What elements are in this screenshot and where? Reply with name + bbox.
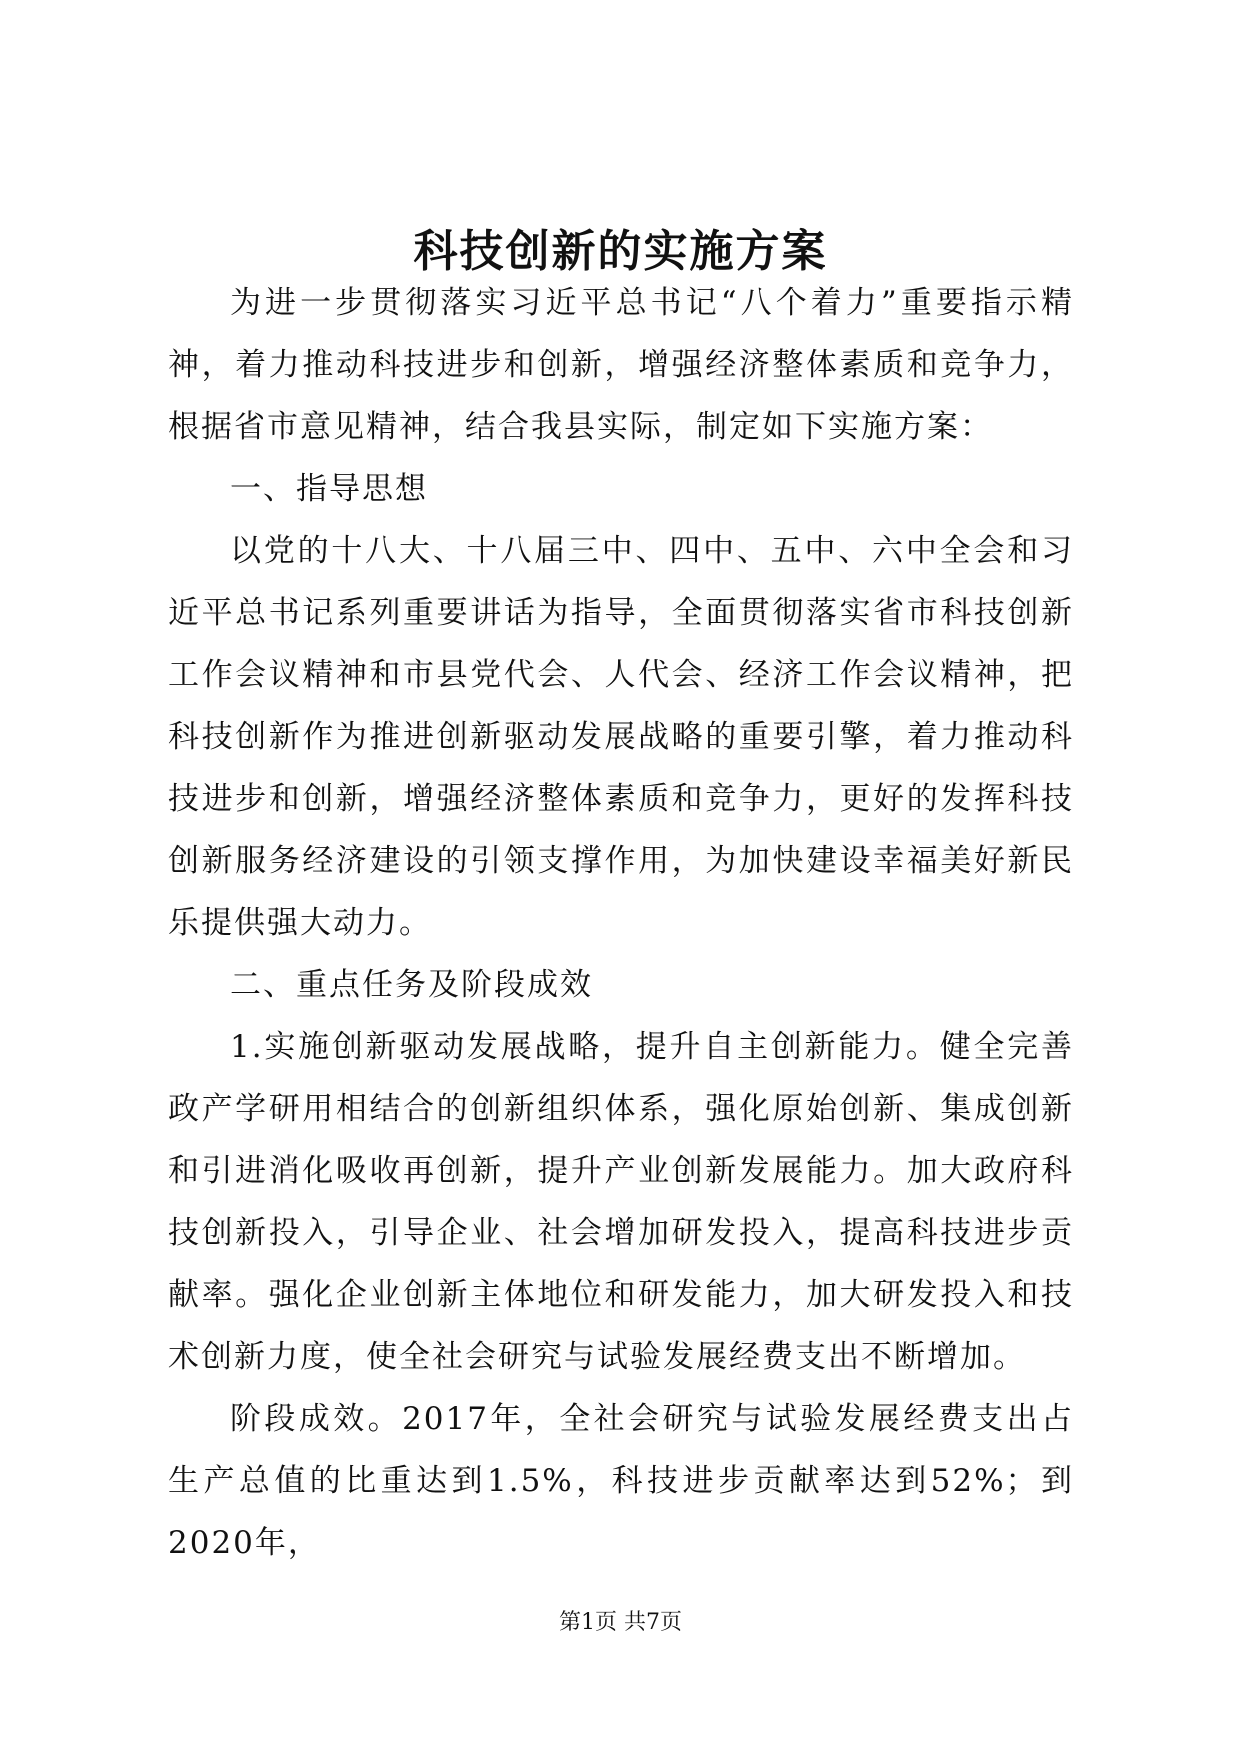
task-1-paragraph: 1.实施创新驱动发展战略，提升自主创新能力。健全完善政产学研用相结合的创新组织体系，强化原始创新、集成创新和引进消化吸收再创新，提升产业创新发展能力。加大政府科技创新投入，引导企业、社会增加研发投入，提高科技进步贡献率。强化企业创新主体地位和研发能力，加大研发投入和技术创新力度，使全社会研究与试验发展经费支出不断增加。 — [168, 1029, 1074, 1375]
stage-results-paragraph: 阶段成效。2017年，全社会研究与试验发展经费支出占生产总值的比重达到1.5%，科技进步贡献率达到52%；到2020年， — [168, 1401, 1074, 1561]
document-title: 科技创新的实施方案 — [413, 226, 828, 277]
intro-paragraph: 为进一步贯彻落实习近平总书记“八个着力”重要指示精神，着力推动科技进步和创新，增强经济整体素质和竞争力，根据省市意见精神，结合我县实际，制定如下实施方案： — [168, 285, 1074, 445]
page-number-footer: 第1页 共7页 — [559, 1610, 682, 1635]
guiding-ideology-paragraph: 以党的十八大、十八届三中、四中、五中、六中全会和习近平总书记系列重要讲话为指导，全面贯彻落实省市科技创新工作会议精神和市县党代会、人代会、经济工作会议精神，把科技创新作为推进创新驱动发展战略的重要引擎，着力推动科技进步和创新，增强经济整体素质和竞争力，更好的发挥科技创新服务经济建设的引领支撑作用，为加快建设幸福美好新民乐提供强大动力。 — [168, 533, 1074, 941]
document-body — [168, 272, 1074, 1574]
section-heading-key-tasks: 二、重点任务及阶段成效 — [230, 967, 593, 1003]
section-heading-guiding-ideology: 一、指导思想 — [230, 471, 428, 507]
